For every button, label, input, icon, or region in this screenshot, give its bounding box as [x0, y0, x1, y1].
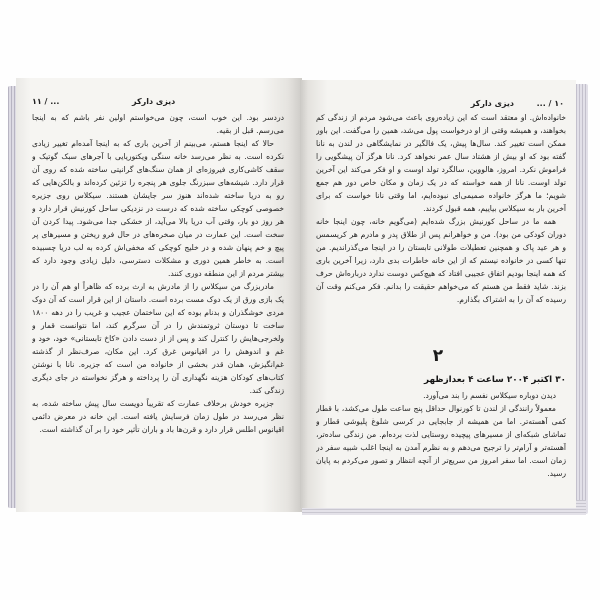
right-page	[300, 80, 576, 508]
right-page-body-top	[316, 111, 566, 347]
page-number: ... / ۱۱	[32, 97, 60, 106]
paragraph: همه ما در ساحل کورنیش بزرگ شده‌ایم (می‌گویم خانه، چون اینجا خانه دوران کودکی من بود). من و خواهرانم پس از طلاق پدر و مادرم هر کریسمس و هر عید پاک و همچنین تعطیلات طولانی تابستان را در اینجا می‌گذراندیم. من تنها کسی در خانواده نیستم که از این خانه خاطرات بدی دارد، زیرا آخرین باری که همه اینجا بودیم اتفاق عجیبی افتاد که هیچ‌کس دوست ندارد درباره‌اش حرف بزند. شاید فقط من هستم که می‌خواهم حقیقت را بدانم. فکر می‌کنم وقت آن رسیده که آن را به اشتراک بگذارم.	[316, 217, 566, 304]
paragraph: مادربزرگ من سیکلاس را از مادرش به ارث برده که ظاهراً او هم آن را در یک بازی ورق از یک دوک مست برده است. داستان از این قرار است که آن دوک مردی خوشگذران و بدنام بوده که این ساختمان عجیب و غریب را در دهه ۱۸۰۰ ساخت تا دوستان ثروتمندش را در آن سرگرم کند، اما نتوانست قمار و ولخرجی‌هایش را کنترل کند و پس از از دست دادن «کاخ تابستانی» خود، خود و غم و اندوهش را در اقیانوس غرق کرد. این مکان، صرف‌نظر از گذشته غم‌انگیزش، همان قدر بخشی از خانواده من است که جزیره. نانا با نوشتن کتاب‌های کودکان هزینه نگهداری آن را پرداخته و هرگز نخواسته در جای دیگری زندگی کند.	[32, 282, 284, 395]
running-title: دیزی دارکر	[132, 97, 176, 106]
left-page-body	[32, 111, 284, 457]
paragraph: دردسر بود. این خوب است، چون می‌خواستم اولین نفر باشم که به اینجا می‌رسم. قبل از بقیه.	[32, 113, 284, 135]
paragraph: معمولاً رانندگی از لندن تا کورنوال حداقل پنج ساعت طول می‌کشد، با قطار کمی آهسته‌تر. اما من همیشه از جابجایی در کرسی شلوغ پلیوشی قطار و تماشای شبکه‌ای از مسیرهای پیچیده روستایی لذت برده‌ام. من زندگی ساده‌تر، آهسته‌تر و آرام‌تر را ترجیح می‌دهم و به نظرم آمدن به اینجا اغلب شبیه سفر در زمان است. اما سفر امروز من سریع‌تر از آنچه انتظار و تصور می‌کردم به پایان رسید.	[316, 404, 566, 478]
paragraph: جزیره خودش برخلاف عمارت که تقریباً دویست سال پیش ساخته شده، به نظر می‌رسد در طول زمان فرسایش یافته است. این خانه در معرض دائمی اقیانوس اطلس قرار دارد و قرن‌ها باد و باران تأثیر خود را بر آن گذاشته است.	[32, 399, 284, 434]
diary-entry-heading: ۳۰ اکتبر ۲۰۰۴ ساعت ۴ بعدازظهر	[424, 375, 566, 385]
chapter-number: ۲	[432, 346, 444, 366]
right-page-body-bottom	[316, 389, 566, 499]
running-title: دیزی دارکر	[470, 99, 514, 108]
paragraph: دیدن دوباره سیکلاس نفسم را بند می‌آورد.	[423, 391, 556, 400]
paragraph: خانواده‌اش. او معتقد است که این زیاده‌روی باعث می‌شود مردم از زندگی کم بخواهند، و همیشه وقتی از او درخواست پول می‌شد، همین را می‌گفت. این باور ممکن است تغییر کند. سال‌ها پیش، یک فالگیر در نمایشگاهی در لندن به نانا گفته بود که او بیش از هشتاد سال عمر نخواهد کرد. نانا هرگز آن پیشگویی را فراموش نکرد. امروز، هالووین، سالگرد تولد اوست و او فکر می‌کند این آخرین تولد اوست. نانا از همه خواسته که در یک زمان و مکان خاص دور هم جمع شویم؛ ما هرگز خانواده صمیمی‌ای نبوده‌ایم، اما وقتی نانا خواست که برای آخرین بار به سیکلاس بیاییم، همه قبول کردند.	[316, 113, 566, 213]
paragraph: حالا که اینجا هستم، می‌بینم از آخرین باری که به اینجا آمده‌ام تغییر زیادی نکرده است. به نظر می‌رسد خانه سنگی ویکتوریایی با آجرهای سبک گوتیک و سقف کاشی‌کاری فیروزه‌ای از همان سنگ‌های گرانیتی ساخته شده که روی آن قرار دارد. شیشه‌های سبزرنگ جلوی هر پنجره را تزئین کرده‌اند و بالکن‌هایی که رو به دریا ساخته شده‌اند هنوز سر جایشان هستند. سیکلاس روی جزیره خصوصی کوچکی ساخته شده که درست در نزدیکی ساحل کورنیش قرار دارد و هر روز دو بار، وقتی آب دریا بالا می‌آید، از خشکی جدا می‌شود. پیدا کردن آن سخت است. این عمارت در میان صخره‌های در حال فرو ریختن و مسیرهای پر پیچ و خم پنهان شده و در خلیج کوچکی که مخفی‌اش کرده به لب دریا چسبیده است. به خاطر همین دوری و مشکلات دسترسی، دلیل زیادی وجود دارد که بیشتر مردم از این منطقه دوری کنند.	[32, 139, 284, 278]
page-number: ۱۰ / ...	[536, 99, 564, 108]
left-page	[16, 78, 302, 512]
